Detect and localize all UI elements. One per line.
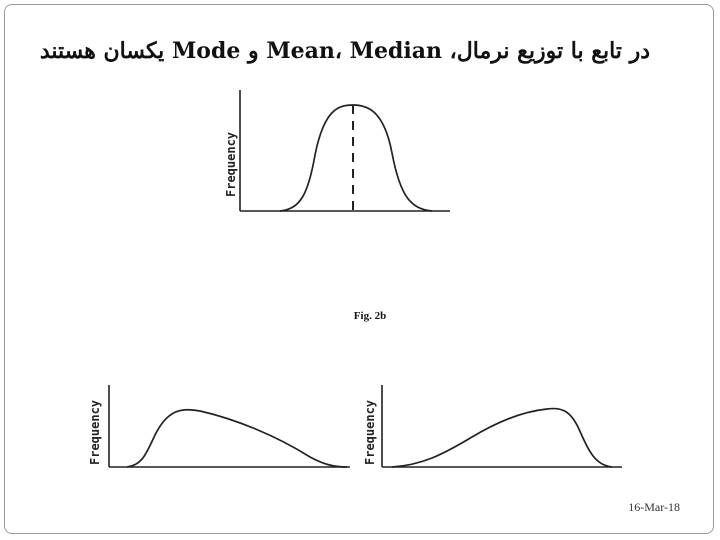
y-axis-label: Frequency (224, 131, 238, 197)
symmetric-curve (280, 105, 432, 211)
y-axis-label: Frequency (88, 399, 102, 465)
normal-distribution-figure (220, 85, 450, 220)
negative-skew-figure (362, 385, 622, 475)
left-skewed-curve (392, 409, 612, 467)
y-axis-label: Frequency (363, 399, 377, 465)
right-skewed-curve (127, 410, 347, 467)
positive-skew-figure (85, 385, 350, 475)
slide-date: 16-Mar-18 (628, 500, 680, 514)
figure-caption: Fig. 2b (353, 310, 387, 322)
slide-title: در تابع با توزیع نرمال، Mean، Median و Mode یکسان هستند (39, 38, 650, 64)
